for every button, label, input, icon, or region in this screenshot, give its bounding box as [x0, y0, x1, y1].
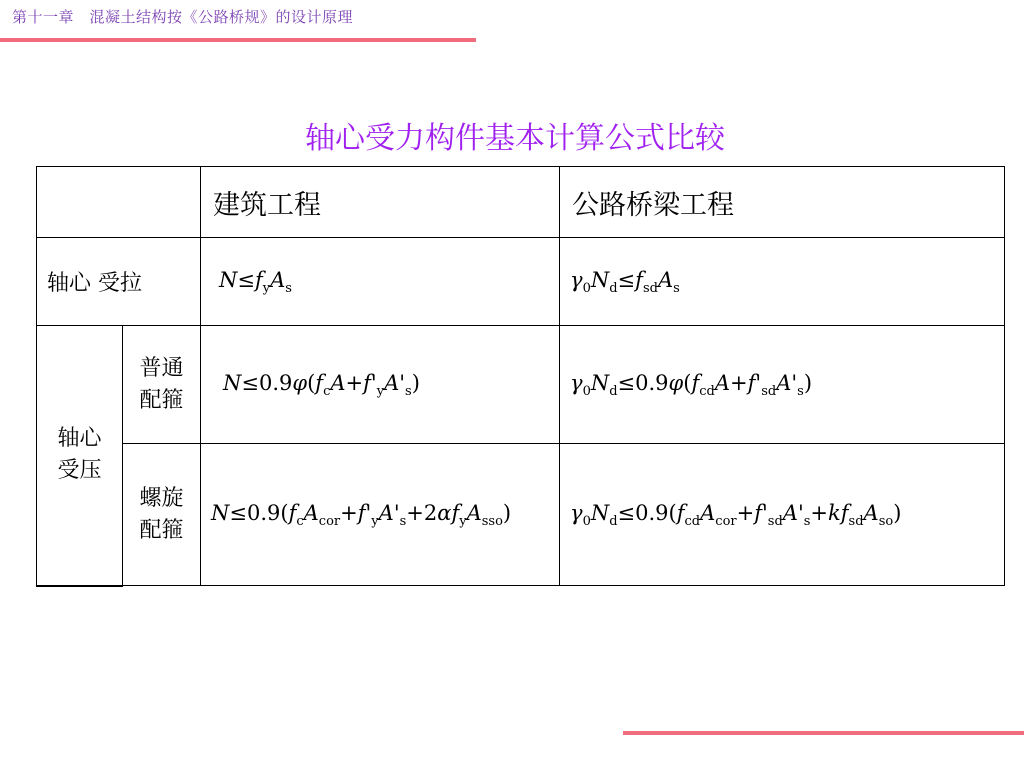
table-row-tension [37, 238, 1005, 326]
table-header-row [37, 167, 1005, 238]
sub-label-spiral [123, 444, 201, 586]
formula-spiral-building: $N\le 0.9(f_cA_{cor}+f'_yA'_s+2\alpha f_yA_{sso})$ [201, 444, 560, 586]
sub-label-spiral-line1: 螺旋 [139, 485, 184, 511]
formula-tension-highway: $\gamma_0N_d\le f_{sd}A_s$ [560, 238, 1005, 326]
sub-label-ordinary-line2: 配箍 [139, 387, 184, 413]
slide-title: 轴心受力构件基本计算公式比较 [305, 121, 725, 156]
column-header-highway: 公路桥梁工程 [560, 167, 1005, 238]
formula-ordinary-building: $N\le 0.9\varphi(f_cA+f'_yA'_s)$ [201, 326, 560, 444]
column-header-building: 建筑工程 [201, 167, 560, 238]
formula-tension-building: $N\le f_yA_s$ [201, 238, 560, 326]
row-label-compression-line2: 受压 [57, 458, 102, 484]
table-row-spiral [37, 444, 1005, 586]
formula-comparison-table [36, 166, 1005, 587]
formula-spiral-highway: $\gamma_0N_d\le 0.9(f_{cd}A_{cor}+f'_{sd}A'_s+kf_{sd}A_{so})$ [560, 444, 1005, 586]
header-divider [0, 38, 476, 42]
sub-label-spiral-line2: 配箍 [139, 517, 184, 543]
footer-divider [623, 731, 1024, 735]
header-empty-cell [37, 167, 201, 238]
row-label-tension: 轴心 受拉 [37, 238, 201, 326]
chapter-header: 第十一章 混凝土结构按《公路桥规》的设计原理 [12, 8, 354, 26]
sub-label-ordinary-line1: 普通 [139, 355, 184, 381]
formula-ordinary-highway: $\gamma_0N_d\le 0.9\varphi(f_{cd}A+f'_{sd}A'_s)$ [560, 326, 1005, 444]
row-label-compression [37, 326, 123, 586]
table-row-ordinary [37, 326, 1005, 444]
sub-label-ordinary [123, 326, 201, 444]
row-label-compression-line1: 轴心 [57, 426, 102, 452]
